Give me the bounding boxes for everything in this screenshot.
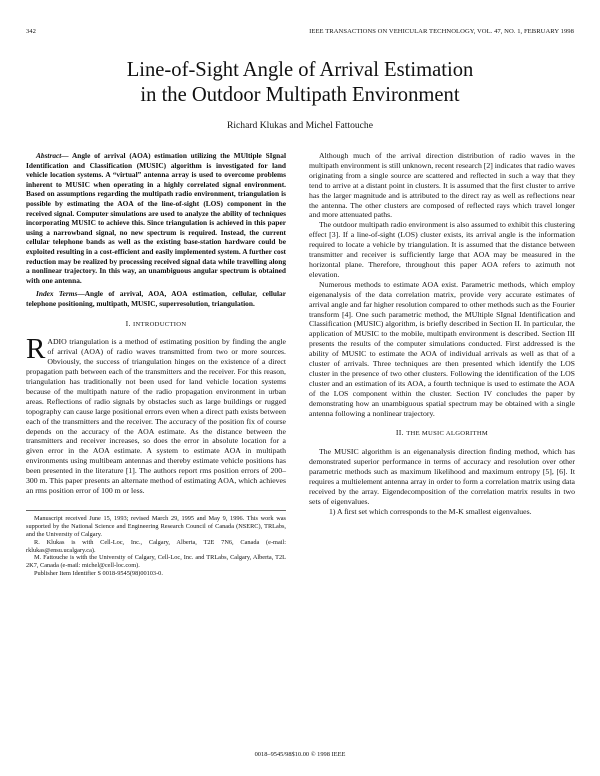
- footnote-manuscript: Manuscript received June 15, 1993; revised March 29, 1995 and May 9, 1996. This work was supported by the National Science and Engineering Research Council of Canada (NSERC), TRLabs, and the University of Calgary.: [26, 514, 286, 538]
- left-column: [26, 151, 286, 578]
- music-list-item-1: 1) A first set which corresponds to the M-K smallest eigenvalues.: [329, 506, 532, 516]
- abstract-label: Abstract—: [36, 151, 69, 160]
- footnote-fattouche: M. Fattouche is with the University of Calgary, Cell-Loc, Inc. and TRLabs, Calgary, Alberta, T2L 2K7, Canada (e-mail: michel@cell-loc.com).: [26, 554, 286, 570]
- abstract: [26, 151, 286, 285]
- title-line-2: in the Outdoor Multipath Environment: [140, 84, 460, 106]
- paper-title: [40, 58, 560, 108]
- section-heading-introduction: I. INTRODUCTION: [125, 318, 187, 328]
- section-heading-music: II. THE MUSIC ALGORITHM: [395, 428, 489, 438]
- drop-cap: R: [26, 333, 46, 366]
- footnotes: [26, 510, 286, 578]
- index-terms-label: Index Terms: [36, 289, 78, 299]
- journal-name: IEEE TRANSACTIONS ON VEHICULAR TECHNOLOGY, VOL. 47, NO. 1, FEBRUARY 1998: [309, 28, 574, 35]
- right-column: [309, 151, 575, 517]
- index-terms: [26, 289, 286, 308]
- intro-paragraph-2: Although much of the arrival direction distribution of radio waves in the multipath environment is still unknown, recent research [2] indicates that radio waves originating from a single source are scattered and reflected in such a way that they tend to arrive at a distant point in clusters. It is assumed that the first cluster to arrive has the larger magnitude and is attributed to the direct ray as well as reflections near the antenna. The other clusters are composed of reflected rays which travel longer and more attenuated paths.: [309, 151, 576, 220]
- footnote-publisher-id: Publisher Item Identifier S 0018-9545(98)00103-0.: [34, 570, 163, 578]
- index-terms-text: —Angle of arrival, AOA, AOA estimation, cellular, cellular telephone positioning, multipath, MUSIC, superresolution, triangulation.: [26, 289, 286, 308]
- music-paragraph-1: The MUSIC algorithm is an eigenanalysis direction finding method, which has demonstrated superior performance in terms of accuracy and resolution over other parametric methods such as maximum likelihood and maximum entropy [5], [6]. It requires a multielement antenna array in order to form a correlation matrix using data received by the array. Eigendecomposition of the correlation matrix results in two sets of eigenvalues.: [309, 447, 575, 506]
- intro-paragraph-4: Numerous methods to estimate AOA exist. Parametric methods, which employ eigenanalysis of the data correlation matrix, provide very accurate estimates of arrival angle and far higher resolution compared to other methods such as the Fourier transform [4]. One such parametric method, the MUltiple SIgnal Identification and Classification (MUSIC) algorithm, is briefly described in Section II. In particular, the application of MUSIC to the mobile, multipath environment is described. Section III presents the results of the computer simulations conducted. First addressed is the ability of MUSIC to estimate the AOA of individual arrivals as well as that of a cluster of arrivals. Three techniques are then presented which identify the LOS cluster in the presence of two other clusters. Following the identification of the LOS cluster and an estimation of its AOA, a fourth technique is used to estimate the AOA of the LOS component within the cluster. Section IV concludes the paper by demonstrating how an unambiguous spatial spectrum may be obtained with a single antenna following a nonlinear trajectory.: [309, 279, 575, 418]
- abstract-text: Angle of arrival (AOA) estimation utilizing the MUltiple SIgnal Identification and Classification (MUSIC) algorithm is investigated for land vehicle location systems. A “virtual” antenna array is used to overcome problems inherent to MUSIC when operating in a highly correlated signal environment. Based on assumptions regarding the multipath radio environment, triangulation is possible by estimating the AOA of the line-of-sight (LOS) component in the received signal. Computer simulations are used to analyze the ability of techniques incorporating MUSIC to achieve this. Since triangulation is achieved in this paper using a narrowband signal, no new spectrum is required. Instead, the current cellular telephone bands as well as the existing base-station hardware could be exploited resulting in a cost-efficient and easily implemented system. A further cost reduction may be realized by processing received signal data while travelling along a nonlinear trajectory. In this way, an unambiguous angular spectrum is obtained with one antenna.: [26, 151, 286, 285]
- authors: Richard Klukas and Michel Fattouche: [226, 120, 373, 131]
- title-line-1: Line-of-Sight Angle of Arrival Estimation: [126, 59, 474, 81]
- intro-paragraph-1: RADIO triangulation is a method of estimating position by finding the angle of arrival (AOA) of radio waves transmitted from two or more sources. Obviously, the success of triangulation hinges on the existence of a direct propagation path between each of the transmitters and the receiver. For this reason, triangulation has traditionally not been used for land vehicle location systems because of the multipath nature of the radio propagation environment in urban areas. Reflections of radio signals by obstacles such as large buildings or rugged topography can cause large positional errors even when a direct path exists between each of the transmitters and the receiver. The accuracy of the position fix of course depends on the accuracy of the AOA estimate. As the distance between the transmitters and receiver increases, so does the error in absolute location for a given error in the AOA estimate. A system to estimate AOA in multipath environments using multibeam antennas and thereby estimate vehicle positions has been presented in the literature [1]. The authors report rms position errors of 200–300 m. This paper presents an alternate method of estimating AOA, which achieves an rms position error of 100 m or less.: [26, 333, 286, 495]
- running-header: [26, 28, 574, 40]
- intro-paragraph-3: The outdoor multipath radio environment is also assumed to exhibit this clustering effect [3]. If a line-of-sight (LOS) cluster exists, its arrival angle is the information required to locate a vehicle by triangulation. It is assumed that the distance between transmitter and receiver is sufficiently large that AOA may be measured in the horizontal plane. Therefore, throughout this paper AOA refers to azimuth not elevation.: [309, 220, 575, 279]
- footnote-klukas: R. Klukas is with Cell-Loc, Inc., Calgary, Alberta, T2E 7N6, Canada (e-mail: rklukas@ensu.ucalgary.ca).: [26, 538, 286, 554]
- copyright-footer: 0018–9545/98$10.00 © 1998 IEEE: [254, 751, 346, 758]
- page-number: 342: [26, 28, 36, 35]
